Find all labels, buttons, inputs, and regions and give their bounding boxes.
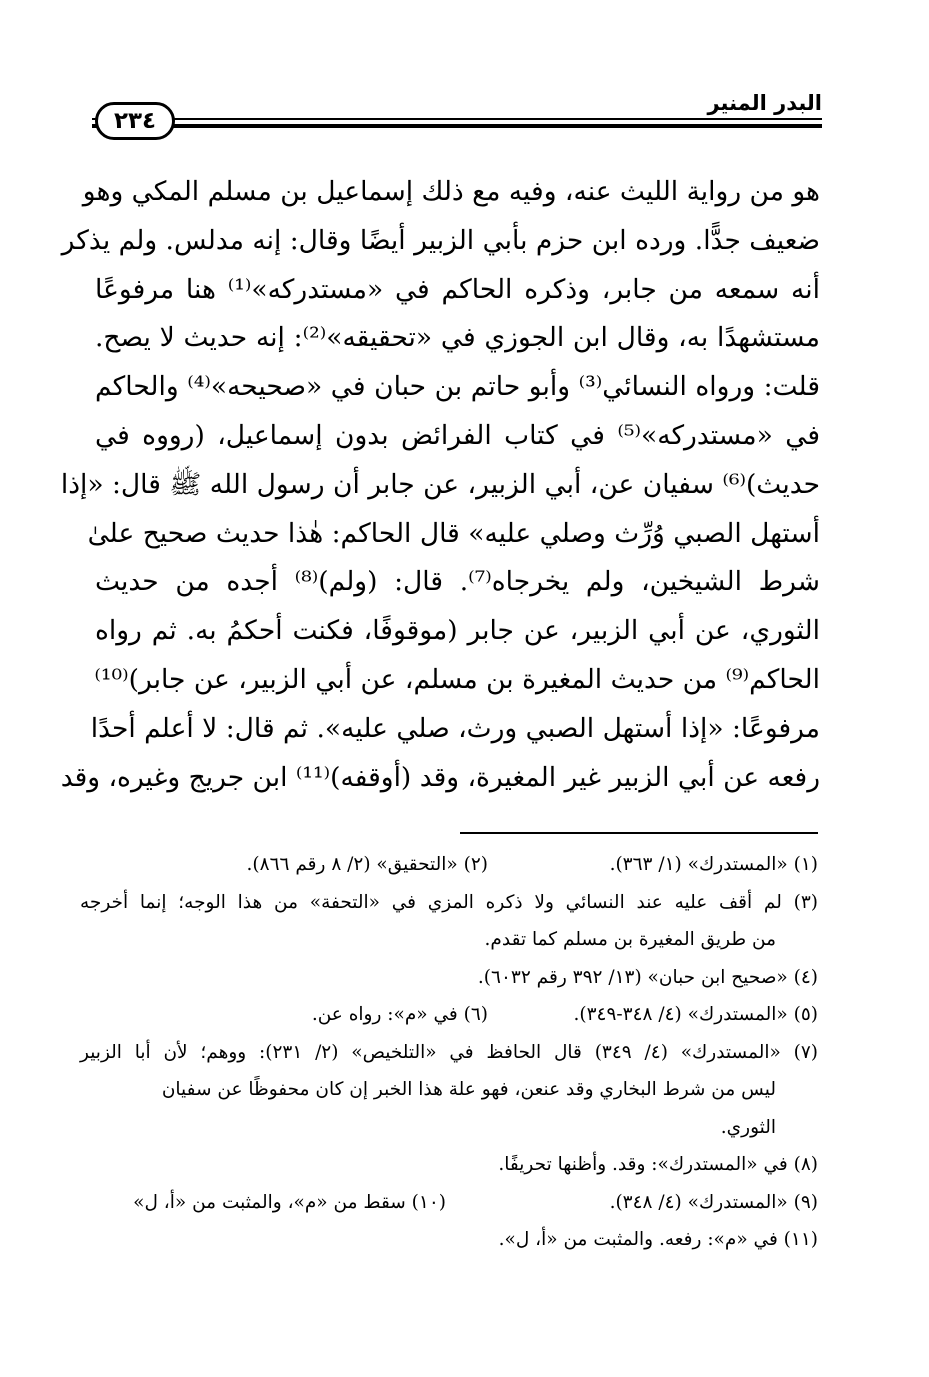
footnote-9: (٩) «المستدرك» (٤/ ٣٤٨). [609, 1191, 818, 1213]
text-line: مرفوعًا: «إذا أستهل الصبي ورث، صلي عليه». ثم قال: لا أعلم أحدًا [90, 712, 820, 744]
text-line: أنه سمعه من جابر، وذكره الحاكم في «مستدركه»⁽¹⁾ هنا مرفوعًا [95, 273, 820, 305]
footnote-7-continuation: ليس من شرط البخاري وقد عنعن، فهو علة هذا الخبر إن كان محفوظًا عن سفيان [161, 1079, 776, 1100]
page-number: ٢٣٤ [95, 102, 175, 140]
footnote-row [80, 996, 818, 1034]
footnotes [80, 846, 818, 1259]
text-line: الحاكم⁽⁹⁾ من حديث المغيرة بن مسلم، عن أبي الزبير، عن جابر)⁽¹⁰⁾ [94, 663, 820, 695]
footnote-4: (٤) «صحيح ابن حبان» (١٣/ ٣٩٢ رقم ٦٠٣٢). [477, 966, 818, 988]
footnote-10: (١٠) سقط من «م»، والمثبت من «أ، ل» [133, 1191, 446, 1213]
text-line: أستهل الصبي وُرِّث وصلي عليه» قال الحاكم: هٰذا حديث صحيح علىٰ [87, 517, 820, 549]
footnote-11: (١١) في «م»: رفعه. والمثبت من «أ، ل». [498, 1229, 818, 1250]
footnote-row [80, 1184, 818, 1222]
footnote-7: (٧) «المستدرك» (٤/ ٣٤٩) قال الحافظ في «التلخيص» (٢/ ٢٣١): ووهم؛ لأن أبا الزبير [80, 1041, 818, 1063]
footnote-2: (٢) «التحقيق» (٢/ ٨ رقم ٨٦٦). [246, 854, 488, 875]
header-rule-thin [92, 118, 822, 120]
footnote-row [80, 846, 818, 884]
footnote-8: (٨) في «المستدرك»: وقد. وأظنها تحريفًا. [498, 1154, 818, 1175]
footnote-5: (٥) «المستدرك» (٤/ ٣٤٨-٣٤٩). [573, 1004, 818, 1025]
page-header [92, 88, 822, 150]
text-line: حديث)⁽⁶⁾ سفيان عن، أبي الزبير، عن جابر أن رسول الله ﷺ قال: «إذا [60, 468, 820, 500]
footnote-1: (١) «المستدرك» (١/ ٣٦٣). [609, 854, 818, 875]
text-line: قلت: ورواه النسائي⁽³⁾ وأبو حاتم بن حبان في «صحيحه»⁽⁴⁾ والحاكم [95, 371, 820, 403]
footnote-6: (٦) في «م»: رواه عن. [311, 1004, 488, 1025]
main-text [60, 168, 820, 802]
text-line: رفعه عن أبي الزبير غير المغيرة، وقد (أوقفه)⁽¹¹⁾ ابن جريج وغيره، وقد [60, 761, 820, 793]
footnote-3: (٣) لم أقف عليه عند النسائي ولا ذكره المزي في «التحفة» من هذا الوجه؛ إنما أخرجه [80, 891, 818, 913]
text-line: الثوري، عن أبي الزبير، عن جابر (موقوفًا، فكنت أحكمُ به. ثم رواه [95, 615, 820, 647]
text-line: مستشهدًا به، وقال ابن الجوزي في «تحقيقه»⁽²⁾: إنه حديث لا يصح. [95, 322, 820, 354]
text-line: في «مستدركه»⁽⁵⁾ في كتاب الفرائض بدون إسماعيل، (رووه في [95, 419, 820, 451]
text-line: شرط الشيخين، ولم يخرجاه⁽⁷⁾. قال: (ولم)⁽⁸⁾ أجده من حديث [95, 566, 820, 598]
text-line: هو من رواية الليث عنه، وفيه مع ذلك إسماعيل بن مسلم المكي وهو [82, 176, 820, 207]
footnote-7-continuation: الثوري. [720, 1116, 776, 1138]
text-line: ضعيف جدًّا. ورده ابن حزم بأبي الزبير أيضًا وقال: إنه مدلس. ولم يذكر [61, 224, 820, 256]
header-rule-thick [92, 124, 822, 128]
running-title: البدر المنير [707, 91, 822, 115]
footnote-3-continuation: من طريق المغيرة بن مسلم كما تقدم. [484, 929, 776, 950]
footnote-separator [460, 832, 818, 834]
